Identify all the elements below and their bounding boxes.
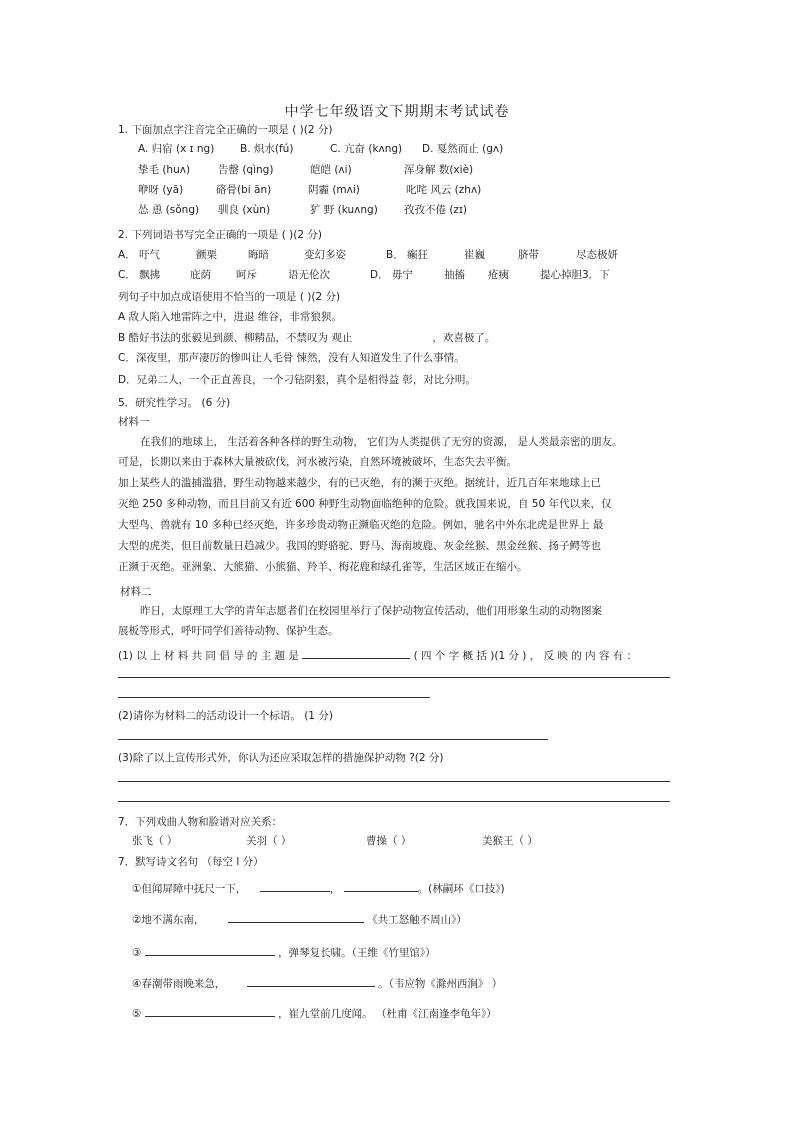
- answer-line[interactable]: [118, 697, 430, 698]
- q2-word: 脐带: [518, 249, 539, 261]
- q3-option-b-text: B 酷好书法的张毅见到颜、柳精品，不禁叹为 观止: [118, 332, 353, 344]
- q1-cell: B. 炽水(fú): [240, 143, 294, 155]
- q2-word: B． 癫狂: [386, 249, 429, 261]
- q2-word: 庇荫: [190, 269, 211, 281]
- recite-prompt: ⑤: [132, 1008, 142, 1020]
- recite-line-2: [132, 911, 467, 927]
- recite-line-3: [132, 944, 436, 960]
- recite-sep: ，: [329, 883, 341, 895]
- q3-option-b-end: ，欢喜极了。: [432, 332, 496, 344]
- q1-cell: 告罄 (qìng): [218, 164, 274, 176]
- q1-cell: A. 归宿 (x ɪ ng): [138, 143, 215, 155]
- recite-source: ，弹琴复长啸。（王维《竹里馆》）: [278, 947, 436, 959]
- material2-label: 材料二: [120, 586, 152, 598]
- q2-word: 抽搐: [444, 269, 465, 281]
- recite-blank[interactable]: [228, 911, 364, 923]
- recite-source: 《共工怒触不周山》）: [367, 914, 467, 926]
- q7a-item: 张飞（ ）: [132, 835, 178, 847]
- recite-line-1: [132, 880, 505, 896]
- q3-option-a: A 敌人陷入地雷阵之中，进退 维谷，非常狼狈。: [118, 311, 342, 323]
- q5-sub1-instruction: ( 四 个 字 概 括 )(1 分 ) ， 反 映 的 内 容 有 ：: [413, 650, 638, 662]
- recite-prompt: ②地不满东南，: [132, 914, 205, 926]
- q1-cell: 皑皑 (ʌi): [310, 164, 352, 176]
- q2-word: C． 飘拂: [118, 269, 161, 281]
- recite-line-4: [132, 975, 502, 991]
- material1-label: 材料一: [118, 416, 150, 428]
- q1-cell: 怂 恿 (sǒng): [138, 204, 200, 216]
- q2-word: 变幻多姿: [304, 249, 346, 261]
- material1-paragraph-line: 大型的虎类，但目前数量日趋减少。我国的野骆驼、野马、海南坡鹿、灰金丝猴、黑金丝猴、扬子鳄等也: [118, 540, 601, 552]
- q3-option-b: [118, 331, 495, 345]
- recite-source: 。（韦应物《滁州西涧》 ）: [378, 978, 503, 990]
- q1-cell: 咿呀 (yā): [138, 184, 184, 196]
- recite-blank[interactable]: [145, 1005, 275, 1017]
- q1-cell: 驯良 (xùn): [218, 204, 271, 216]
- recite-blank[interactable]: [260, 880, 330, 892]
- q2-word: 语无伦次: [288, 269, 330, 281]
- material1-paragraph-line: 灭绝 250 多种动物，而且目前又有近 600 种野生动物面临绝种的危险。就我国来说，自 50 年代以来，仅: [118, 498, 612, 510]
- q2-word: 崔巍: [464, 249, 485, 261]
- recite-source: ，崔九堂前几度闻。 （杜甫《江南逢李龟年》）: [278, 1008, 497, 1020]
- q5-sub1: [118, 647, 637, 663]
- recite-blank[interactable]: [344, 880, 418, 892]
- q7a-item: 曹操（ ）: [366, 835, 412, 847]
- q7b-stem: 7．默写诗文名句 （每空 l 分）: [118, 856, 264, 868]
- material2-paragraph-line: 昨日，太原理工大学的青年志愿者们在校园里举行了保护动物宣传活动，他们用形象生动的动物图案: [140, 605, 602, 617]
- q1-cell: 挚毛 (huʌ): [138, 164, 191, 176]
- q1-cell: 浑身解 数(xiè): [404, 164, 474, 176]
- recite-prompt: ④春潮带雨晚来急，: [132, 978, 226, 990]
- q5-stem: 5．研究性学习。 (6 分): [118, 397, 231, 409]
- q5-sub1-prompt: (1) 以 上 材 料 共 同 倡 导 的 主 题 是: [118, 650, 299, 662]
- q7a-item: 美猴王（ ）: [482, 835, 538, 847]
- q1-cell: 硌骨(bi ān): [216, 184, 272, 196]
- q3-option-c: C．深夜里，那声凄厉的惨叫让人毛骨 悚然，没有人知道发生了什么事情。: [118, 352, 465, 364]
- q1-cell: C. 亢奋 (kʌng): [330, 143, 403, 155]
- answer-line[interactable]: [118, 677, 670, 678]
- q1-cell: 犷 野 (kuʌng): [310, 204, 378, 216]
- q1-cell: D. 戛然而止 (gʌ): [422, 143, 504, 155]
- material1-paragraph-line: 在我们的地球上， 生活着各种各样的野生动物， 它们为人类提供了无穷的资源， 是人类最亲密的朋友。: [140, 436, 623, 448]
- q2-stem: 2. 下列词语书写完全正确的一项是 ( )(2 分): [118, 229, 322, 241]
- q1-cell: 阴霾 (mʌi): [308, 184, 360, 196]
- q7a-stem: 7．下列戏曲人物和脸谱对应关系：: [118, 816, 283, 828]
- page-title: 中学七年级语文下期期末考试试卷: [284, 104, 510, 120]
- recite-prompt: ③: [132, 947, 142, 959]
- material1-paragraph-line: 大型鸟、兽就有 10 多种已经灭绝，许多珍贵动物正濒临灭绝的危险。例如，驰名中外东北虎是世界上 最: [118, 519, 604, 531]
- q1-cell: 孜孜不倦 (zɪ): [404, 204, 467, 216]
- q2-word: 呵斥: [236, 269, 257, 281]
- recite-prompt: ①但闻屏障中抚尺一下，: [132, 883, 247, 895]
- q2-word: 尽态极妍: [576, 249, 618, 261]
- recite-line-5: [132, 1005, 497, 1021]
- q2-word: 颤栗: [196, 249, 217, 261]
- q3-stem: 列句子中加点成语使用不恰当的一项是 ( )(2 分): [118, 291, 341, 303]
- q2-word: 晦暗: [248, 249, 269, 261]
- material1-paragraph-line: 加上某些人的滥捕滥猎，野生动物越来越少，有的已灭绝，有的濒于灭绝。据统计，近几百年来地球上已: [118, 477, 601, 489]
- material1-paragraph-line: 正濒于灭绝。亚洲象、大熊猫、小熊猫、羚羊、梅花鹿和绿孔雀等，生活区域正在缩小。: [118, 561, 528, 573]
- q2-word: 提心掉胆3．下: [540, 269, 610, 281]
- q5-sub2: (2)请你为材料二的活动设计一个标语。 (1 分): [118, 710, 333, 722]
- q1-stem: 1. 下面加点字注音完全正确的一项是 ( )(2 分): [118, 124, 333, 136]
- material1-paragraph-line: 可是，长期以来由于森林大量被砍伐，河水被污染，自然环境被破坏，生态失去平衡。: [118, 456, 517, 468]
- q2-word: A． 吁气: [118, 249, 161, 261]
- recite-source: 。(林嗣环《口技》): [417, 883, 505, 895]
- answer-line[interactable]: [118, 739, 548, 740]
- q2-word: D． 毋宁: [370, 269, 413, 281]
- q5-sub3: (3)除了以上宣传形式外，你认为还应采取怎样的措施保护动物 ?(2 分): [118, 752, 444, 764]
- material2-paragraph-line: 展板等形式，呼吁同学们善待动物、保护生态。: [118, 625, 339, 637]
- q5-sub1-answer-blank[interactable]: [302, 647, 410, 659]
- q3-option-d: D．兄弟二人，一个正直善良，一个刁钻阴狠，真个是相得益 彰，对比分明。: [118, 374, 476, 386]
- q7a-item: 关羽（ ）: [246, 835, 292, 847]
- answer-line[interactable]: [118, 801, 670, 802]
- q1-cell: 叱咤 风云 (zhʌ): [406, 184, 482, 196]
- answer-line[interactable]: [118, 781, 670, 782]
- recite-blank[interactable]: [145, 944, 275, 956]
- q2-word: 疮痍: [488, 269, 509, 281]
- recite-blank[interactable]: [247, 975, 375, 987]
